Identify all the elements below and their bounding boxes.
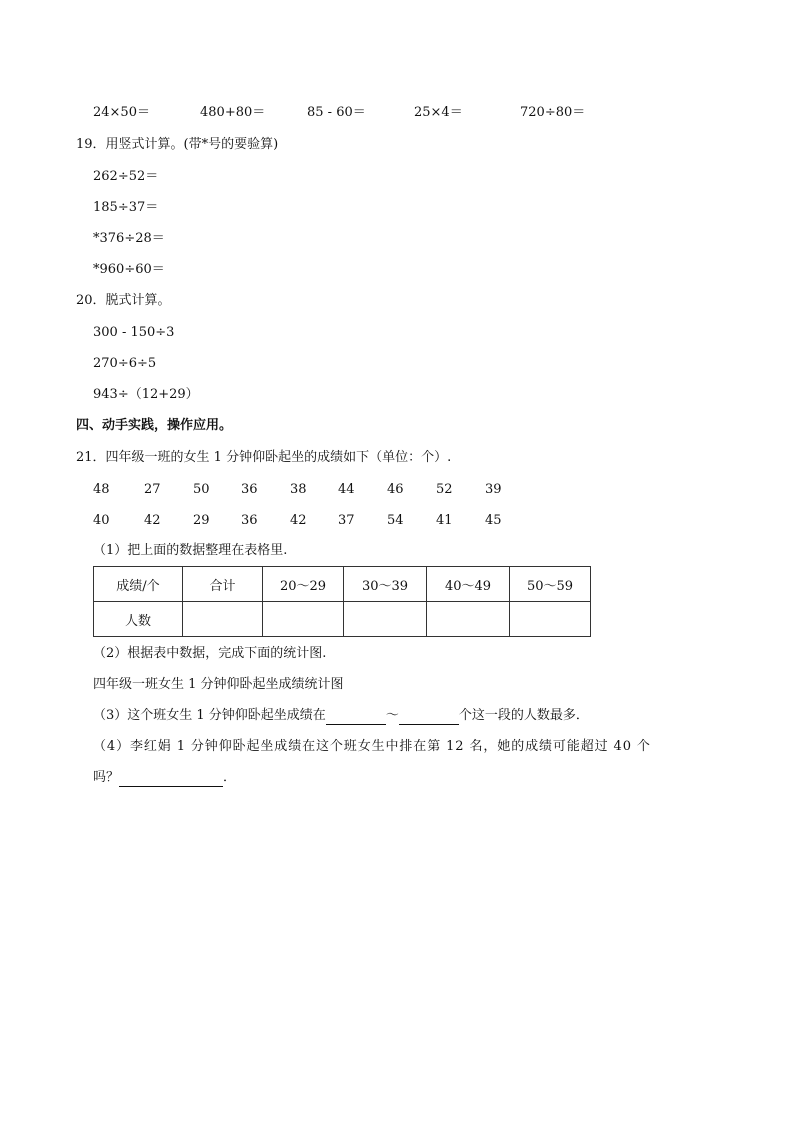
- question-20-title: 20．脱式计算。: [76, 293, 171, 308]
- tally-table: [93, 566, 591, 637]
- calc-item: 720÷80＝: [520, 105, 586, 120]
- data-value: 37: [338, 513, 355, 528]
- data-value: 46: [387, 482, 404, 497]
- answer-cell[interactable]: [427, 602, 510, 637]
- table-header-cell: 30～39: [344, 567, 427, 602]
- table-header-cell: 40～49: [427, 567, 510, 602]
- answer-cell[interactable]: [263, 602, 344, 637]
- part-4-text: ．: [223, 770, 237, 785]
- data-value: 45: [485, 513, 502, 528]
- q19-item: *960÷60＝: [93, 262, 165, 277]
- calc-item: 480+80＝: [200, 105, 266, 120]
- answer-blank[interactable]: [119, 772, 223, 787]
- table-header-cell: 成绩/个: [94, 567, 183, 602]
- data-value: 44: [338, 482, 355, 497]
- table-row-label: 人数: [94, 602, 183, 637]
- part-3-line: [93, 707, 589, 725]
- data-value: 27: [144, 482, 161, 497]
- q20-item: 300 - 150÷3: [93, 325, 175, 340]
- answer-blank[interactable]: [326, 710, 386, 725]
- calc-item: 24×50＝: [93, 105, 150, 120]
- q19-item: 262÷52＝: [93, 169, 159, 184]
- calc-item: 25×4＝: [414, 105, 463, 120]
- table-row: [94, 602, 591, 637]
- answer-cell[interactable]: [183, 602, 263, 637]
- part-4-line-2: [93, 769, 236, 787]
- data-value: 36: [241, 513, 258, 528]
- data-value: 38: [290, 482, 307, 497]
- data-value: 40: [93, 513, 110, 528]
- data-value: 41: [436, 513, 453, 528]
- table-header-cell: 20～29: [263, 567, 344, 602]
- q19-item: 185÷37＝: [93, 200, 159, 215]
- q20-item: 943÷（12+29）: [93, 387, 199, 402]
- data-value: 36: [241, 482, 258, 497]
- q19-item: *376÷28＝: [93, 231, 165, 246]
- part-4-text: 吗？: [93, 770, 120, 785]
- answer-cell[interactable]: [344, 602, 427, 637]
- data-value: 54: [387, 513, 404, 528]
- question-21-title: 21．四年级一班的女生 1 分钟仰卧起坐的成绩如下（单位：个）.: [76, 450, 452, 465]
- data-value: 50: [193, 482, 210, 497]
- table-header-cell: 50～59: [510, 567, 591, 602]
- section-4-heading: 四、动手实践，操作应用。: [76, 418, 233, 433]
- data-value: 39: [485, 482, 502, 497]
- data-value: 48: [93, 482, 110, 497]
- data-value: 42: [144, 513, 161, 528]
- part-2-instruction: （2）根据表中数据，完成下面的统计图.: [93, 646, 327, 661]
- part-3-text: （3）这个班女生 1 分钟仰卧起坐成绩在: [93, 708, 326, 723]
- q20-item: 270÷6÷5: [93, 356, 157, 371]
- data-value: 42: [290, 513, 307, 528]
- part-3-text: 个这一段的人数最多．: [458, 708, 589, 723]
- table-header-cell: 合计: [183, 567, 263, 602]
- table-header-row: [94, 567, 591, 602]
- question-19-title: 19．用竖式计算。(带*号的要验算): [76, 137, 279, 152]
- part-1-instruction: （1）把上面的数据整理在表格里.: [93, 543, 288, 558]
- chart-title: 四年级一班女生 1 分钟仰卧起坐成绩统计图: [93, 677, 344, 692]
- part-4-line-1: （4）李红娟 1 分钟仰卧起坐成绩在这个班女生中排在第 12 名，她的成绩可能超过 40 个: [93, 739, 651, 754]
- answer-blank[interactable]: [399, 710, 459, 725]
- answer-cell[interactable]: [510, 602, 591, 637]
- data-value: 52: [436, 482, 453, 497]
- data-value: 29: [193, 513, 210, 528]
- range-separator: ～: [385, 708, 399, 723]
- calc-item: 85 - 60＝: [307, 105, 366, 120]
